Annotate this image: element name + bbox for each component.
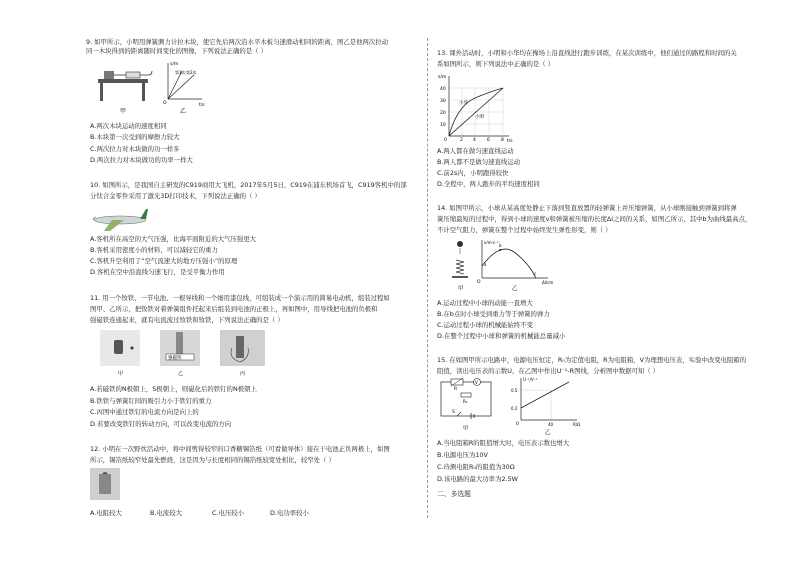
q13-xtick: 8: [501, 138, 504, 142]
q9-option-c[interactable]: C.两次拉力对木块做的功一样多: [90, 145, 180, 153]
q9-xaxis-label: t/s: [199, 103, 205, 108]
q15-label-v: V: [475, 380, 478, 385]
q10-stem-cont: 分钛合金零件采用了激光3D打印技术，下列说法正确的（ ）: [90, 192, 261, 200]
q14-stem-cont: 簧压缩最短的过程中，得到小球的速度v和弹簧被压缩的长度Δl之间的关系，如图乙所示，其中b为曲线最高点，: [437, 215, 752, 223]
q14-point-b: b: [499, 243, 502, 248]
q11-stem: 11. 用一个钕铁、一节电池、一根导线和一个细用漆包线，可组装成一个演示用的简易电动机，组装过程如: [90, 294, 390, 302]
q10-stem: 10. 如图所示，是我国自主研发的C919商用大飞机，2017年5月5日，C919在浦东机场首飞，C919客机中的部: [90, 181, 407, 189]
q15-label-a: 甲: [463, 426, 469, 432]
q14-spring: [456, 260, 464, 274]
column-divider: [427, 38, 428, 518]
q14-stem-cont2: 不计空气阻力，弹簧在整个过程中始终发生弹性形变，则（ ）: [437, 226, 612, 234]
q14-option-b[interactable]: B.在b点时小球受到重力等于弹簧的弹力: [437, 310, 550, 318]
q11-option-b[interactable]: B.铁铁与弹簧钉间的吸引力小于铁钉的重力: [90, 397, 212, 405]
q14-figure: [448, 236, 558, 292]
q15-origin: 0: [516, 422, 519, 427]
q15-label-b: 乙: [545, 430, 551, 436]
q9-option-b[interactable]: B.木块第一次受到的摩擦力较大: [90, 133, 180, 141]
q12-stem-cont: 所示，锡箔纸较窄处最先燃烧，这是因为与长度相同的锡箔纸较宽处相比，较窄处（ ）: [90, 456, 335, 464]
q9-line-2: [168, 75, 194, 99]
q15-label-r0: R₀: [463, 399, 468, 404]
q9-block: [104, 71, 114, 79]
q9-line1-label: 第1次: [175, 70, 186, 75]
q11-stem-cont: 图甲、乙所示，把钕铁对着弹簧组件托起来后组装到电池的正极上，再如图中，用导线把电池的负极和: [90, 305, 378, 313]
q9-yaxis-label: s/m: [170, 62, 179, 67]
q13-graph: [437, 70, 517, 142]
q15-ytick: 0.2: [511, 406, 518, 411]
q13-xtick: 6: [487, 138, 490, 142]
q12-option-a[interactable]: A.电阻较大: [90, 509, 122, 517]
q11-option-d[interactable]: D.若要改变铁钉的转动方向，可以改变电流的方向: [90, 420, 232, 428]
q15-option-a[interactable]: A.当电阻箱R的阻值增大时，电压表示数也增大: [437, 439, 570, 447]
q10-option-a[interactable]: A.客机所在高空的大气压强，比海平面附近的大气压强更大: [90, 235, 257, 243]
q14-option-a[interactable]: A.运动过程中小球的动能一直增大: [437, 299, 533, 307]
q15-option-b[interactable]: B.电源电压为10V: [437, 451, 488, 459]
q13-option-c[interactable]: C.前2s内，小明跑得较快: [437, 169, 509, 177]
q11-label-a: 甲: [118, 371, 124, 377]
q13-yaxis-label: s/m: [438, 75, 447, 80]
q13-stem: 13. 课外活动时，小明和小华均在操场上沿直线进行跑步训练，在某次训练中，他们通过的路程和时间的关: [437, 49, 737, 57]
q13-stem-cont: 系如图所示，则下列说法中正确的是（ ）: [437, 60, 555, 68]
q13-option-d[interactable]: D.全程中，两人跑步的平均速度相同: [437, 180, 540, 188]
q9-stem-cont: 同一木块得到的距离随时间变化的图像，下列说法正确的是（ ）: [86, 47, 267, 55]
q9-origin: O: [163, 101, 167, 106]
q12-option-c[interactable]: C.电压较小: [212, 509, 245, 517]
q13-ytick: 10: [440, 123, 446, 128]
q14-yaxis-label: v/m·s⁻¹: [484, 240, 499, 245]
q9-fig-label-b: 乙: [180, 108, 187, 115]
q14-option-d[interactable]: D.在整个过程中小球和弹簧的机械能总量减小: [437, 332, 566, 340]
q14-option-c[interactable]: C.运动过程小球的机械能始终不变: [437, 321, 533, 329]
q15-option-d[interactable]: D.该电路的最大功率为2.5W: [437, 475, 518, 483]
q13-option-a[interactable]: A.两人都在做匀速直线运动: [437, 147, 514, 155]
q9-stem: 9. 如甲所示，小明用弹簧测力计拉木块，使它先后两次沿水平木板匀速滑动相同的距离，图乙是他两次拉动: [86, 38, 389, 46]
q13-xaxis-label: t/s: [507, 139, 513, 142]
q9-line2-label: 第2次: [186, 70, 197, 75]
q15-label-s: S: [452, 410, 455, 415]
q15-yaxis-label: U⁻¹/V⁻¹: [523, 377, 538, 382]
q12-option-d[interactable]: D.电功率较小: [270, 509, 309, 517]
q11-option-c[interactable]: C.丙图中通过铁钉的电流方向是向上的: [90, 408, 199, 416]
q12-foil-image: [90, 468, 120, 500]
q9-figure: [90, 57, 220, 117]
q14-label-a: 甲: [458, 286, 464, 292]
q12-stem: 12. 小明在一次野炊活动中，将中间剪得较窄的口香糖锡箔纸（可看做导体）接在干电池正负两极上，如图: [90, 445, 390, 453]
q12-option-b[interactable]: B.电流较大: [150, 509, 182, 517]
q15-xtick: 40: [548, 422, 554, 427]
q14-point-c: c: [534, 271, 537, 276]
q11-battery: [114, 340, 123, 354]
q13-xtick: 4: [473, 138, 476, 142]
q15-r0: [461, 393, 471, 397]
q13-xtick: 2: [460, 138, 463, 142]
q11-figure: [100, 328, 280, 378]
q14-origin: O: [477, 280, 481, 285]
q11-option-a[interactable]: A.若磁铁的N极朝上，S极朝上，则磁化后的铁钉的N极朝上: [90, 385, 257, 393]
q9-fig-label-a: 甲: [120, 108, 127, 115]
q10-option-d[interactable]: D.客机在空中沿直线匀速飞行，是受平衡力作用: [90, 268, 225, 276]
q13-label-xiaoming: 小明: [475, 115, 484, 120]
q15-line: [521, 382, 569, 408]
q14-curve: [482, 249, 536, 278]
q15-stem: 15. 在如图甲所示电路中，电源电压恒定，R₀为定值电阻，R为电阻箱，V为理想电压表，实验中改变电阻箱的: [437, 356, 747, 364]
q10-option-b[interactable]: B.客机采用密度小的材料，可以减轻它的重力: [90, 246, 218, 254]
q13-ytick: 30: [440, 99, 446, 104]
q13-ytick: 40: [440, 87, 446, 92]
q14-ball: [457, 241, 463, 247]
q9-spring-scale: [126, 72, 140, 78]
q15-stem-cont: 阻值，读出电压表的示数U，在乙图中作出U⁻¹-R图线，分析图中数据可知（ ）: [437, 367, 660, 375]
q14-xaxis-label: Δl/cm: [542, 280, 554, 285]
q13-label-xiaohua: 小华: [459, 101, 468, 106]
q15-figure: [437, 376, 587, 436]
q13-origin: 0: [444, 138, 447, 142]
q9-board: [98, 79, 148, 83]
q10-option-c[interactable]: C.客机升空利用了“空气流速大的地方压强小”的原理: [90, 257, 238, 265]
q13-ytick: 20: [440, 111, 446, 116]
q15-option-c[interactable]: C.待测电阻R₀的阻值为30Ω: [437, 463, 515, 471]
q11-magnet-label: 强磁铁: [168, 356, 182, 361]
q14-point-a: a: [484, 262, 487, 267]
q10-airplane-image: [90, 204, 150, 234]
q11-label-c: 丙: [240, 371, 246, 377]
q11-label-b: 乙: [178, 371, 184, 377]
q15-xaxis-label: R/Ω: [573, 422, 581, 427]
q14-label-b: 乙: [512, 286, 518, 292]
q9-line-1: [168, 71, 182, 99]
q15-ytick: 0.5: [511, 388, 518, 393]
q9-option-a[interactable]: A.两次木块运动的速度相同: [90, 122, 167, 130]
q11-stem-cont2: 强磁铁连通起来，就有电流流过钕铁和钕铁，下列说法正确的是（ ）: [90, 316, 284, 324]
q14-stem: 14. 如图甲所示，小球从某高度处静止下落到竖直放置的轻弹簧上并压缩弹簧，从小球刚接触到弹簧到将弹: [437, 204, 737, 212]
q15-label-r: R: [454, 387, 458, 392]
q13-option-b[interactable]: B.两人都不是做匀速直线运动: [437, 158, 521, 166]
section-heading-multiple-choice: 二、多选题: [437, 490, 471, 498]
q9-option-d[interactable]: D.两次拉力对木块做功的功率一样大: [90, 156, 193, 164]
